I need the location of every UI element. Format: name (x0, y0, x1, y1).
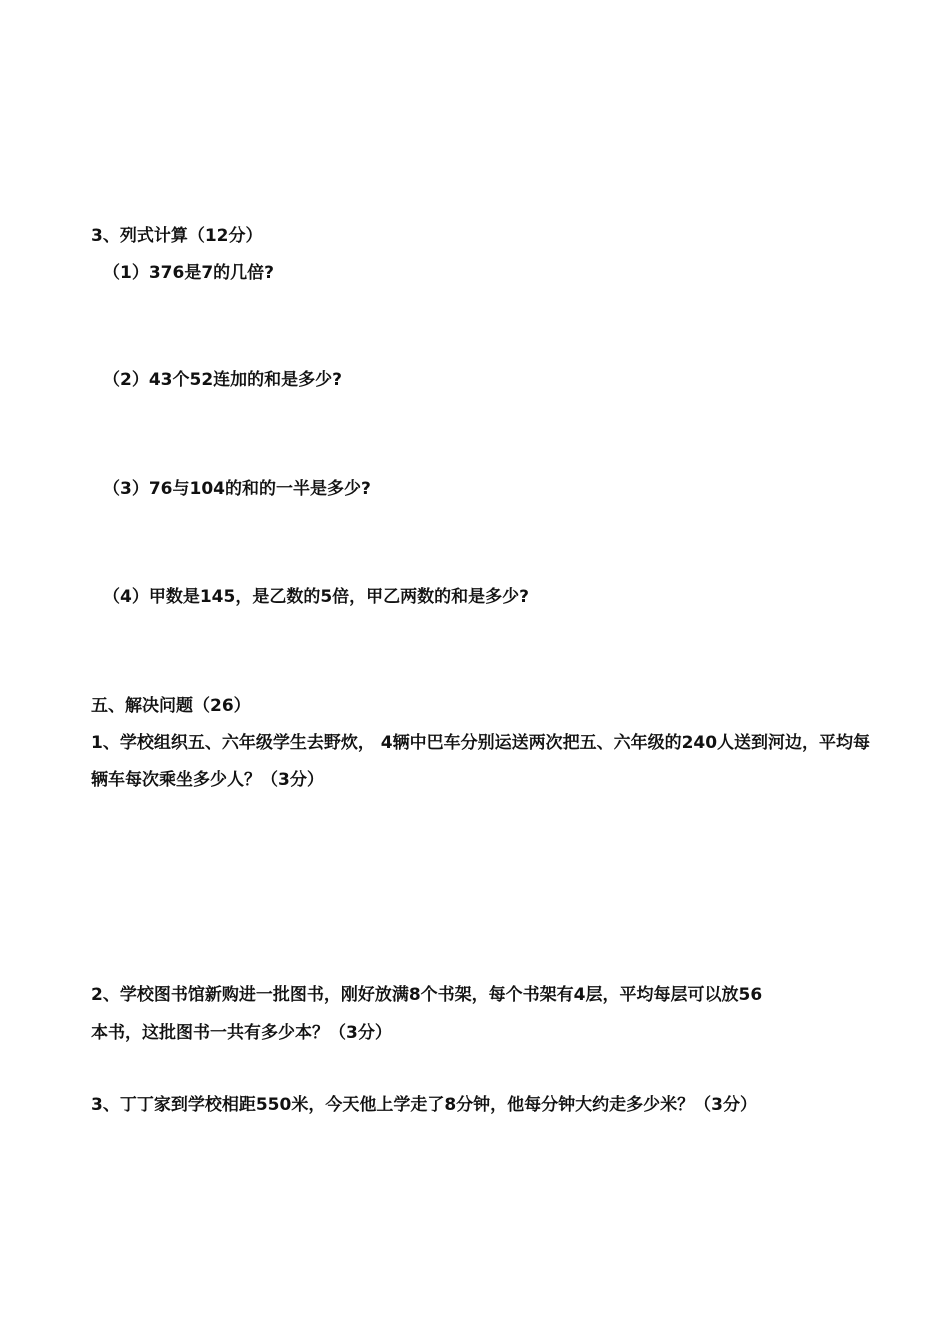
question-1: （1）376是7的几倍? (103, 263, 275, 283)
problem-3-line-1: 3、丁丁家到学校相距550米，今天他上学走了8分钟，他每分钟大约走多少米？（3分） (91, 1095, 757, 1115)
problem-1-line-1: 1、学校组织五、六年级学生去野炊， 4辆中巴车分别运送两次把五、六年级的240人送到河边，平均每 (91, 733, 871, 753)
question-4: （4）甲数是145，是乙数的5倍，甲乙两数的和是多少? (103, 587, 530, 607)
problem-2-line-2: 本书，这批图书一共有多少本？（3分） (91, 1023, 392, 1043)
section-5-title: 五、解决问题（26） (91, 696, 251, 716)
problem-2-line-1: 2、学校图书馆新购进一批图书，刚好放满8个书架，每个书架有4层，平均每层可以放56 (91, 985, 763, 1005)
section-3-title: 3、列式计算（12分） (91, 226, 263, 246)
question-2: （2）43个52连加的和是多少? (103, 370, 343, 390)
problem-1-line-2: 辆车每次乘坐多少人？（3分） (91, 770, 324, 790)
question-3: （3）76与104的和的一半是多少? (103, 479, 371, 499)
